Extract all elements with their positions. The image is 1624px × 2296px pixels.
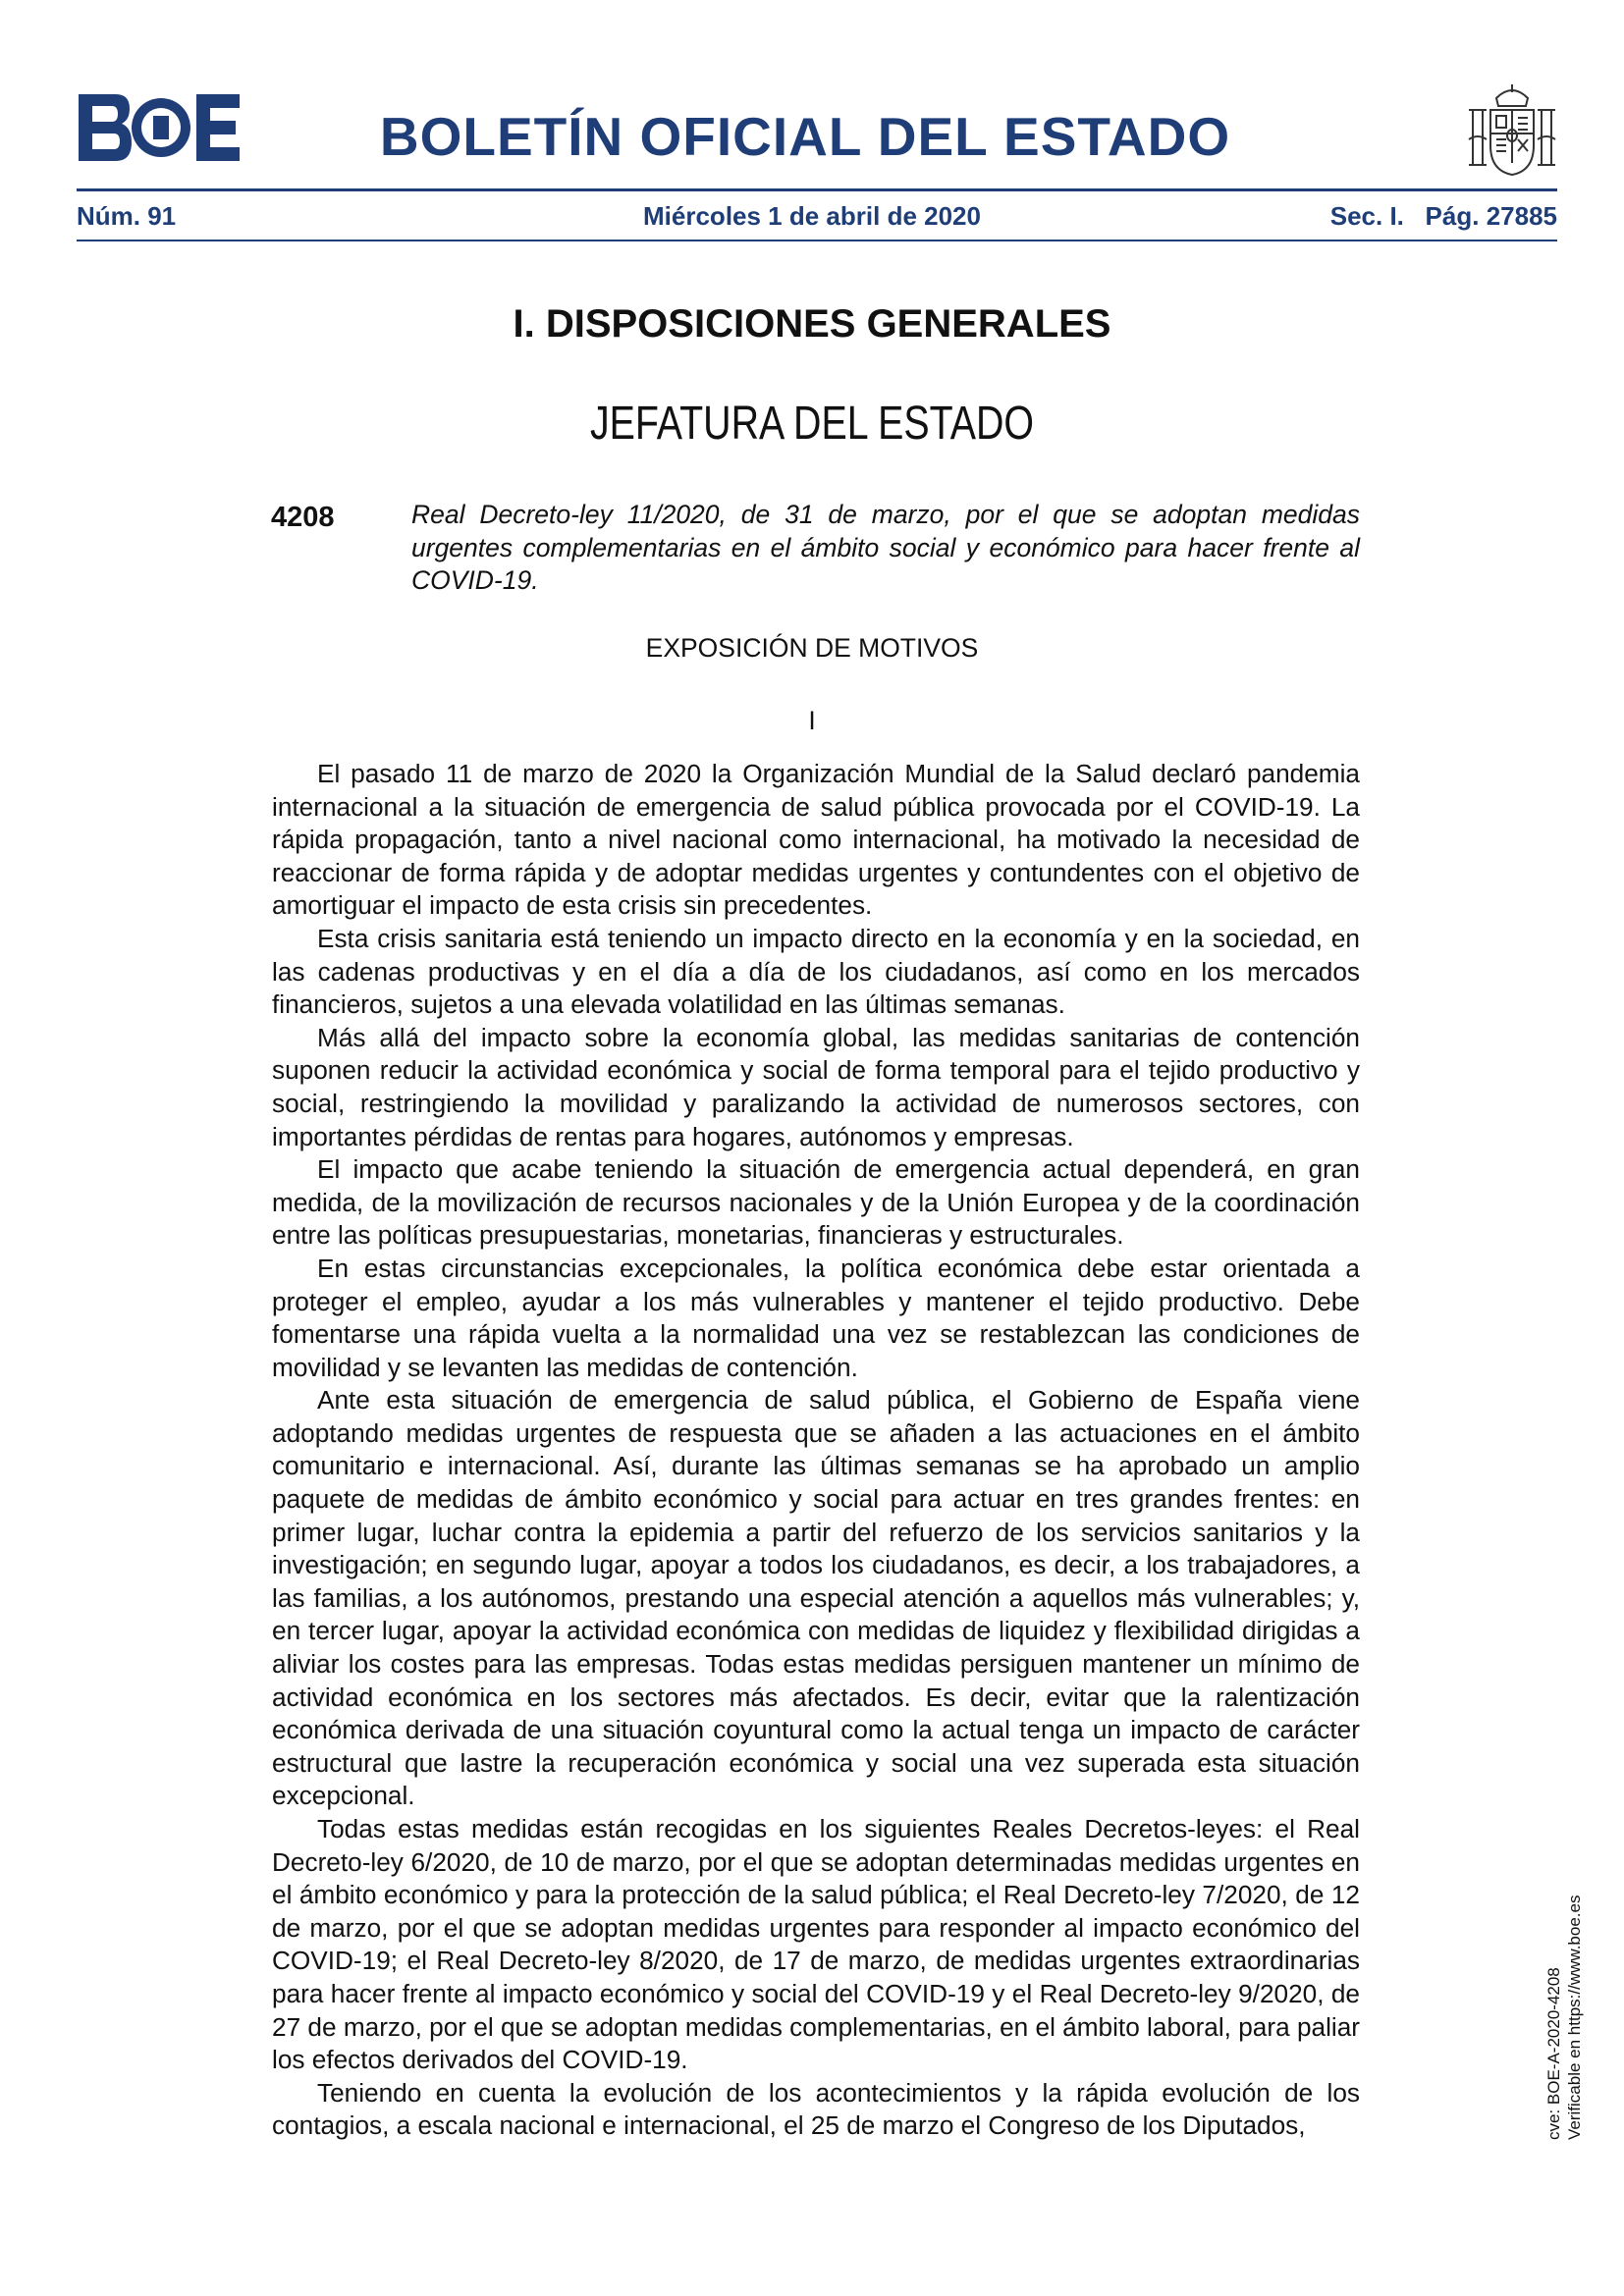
body-text [272, 758, 1360, 2143]
verification-url[interactable]: Verificable en https://www.boe.es [1565, 1895, 1584, 2140]
chapter-numeral: I [808, 706, 816, 735]
issue-number: Núm. 91 [77, 201, 177, 231]
paragraph: Esta crisis sanitaria está teniendo un impacto directo en la economía y en la sociedad, en las cadenas productivas y en el día a día de los ciudadanos, así como en los mercados financieros, sujetos a una elevada volatilidad en las últimas semanas. [272, 923, 1360, 1020]
exposicion-heading: EXPOSICIÓN DE MOTIVOS [645, 633, 979, 663]
paragraph: Ante esta situación de emergencia de salud pública, el Gobierno de España viene adoptando medidas urgentes de respuesta que se añaden a las actuaciones en el ámbito comunitario e internacional. Así, durante las últimas semanas se ha aprobado un amplio paquete de medidas de ámbito económico y social para actuar en tres grandes frentes: en primer lugar, luchar contra la epidemia a partir del refuerzo de los servicios sanitarios y la investigación; en segundo lugar, apoyar a todos los ciudadanos, es decir, a los trabajadores, a las familias, a los autónomos, prestando una especial atención a aquellos más vulnerables; y, en tercer lugar, apoyar la actividad económica con medidas de liquidez y flexibilidad dirigidas a aliviar los costes para las empresas. Todas estas medidas persiguen mantener un mínimo de actividad económica en los sectores más afectados. Es decir, evitar que la ralentización económica derivada de una situación coyuntural como la actual tenga un impacto de carácter estructural que lastre la recuperación económica y social una vez superada esta situación excepcional. [272, 1385, 1360, 1811]
section-heading: I. DISPOSICIONES GENERALES [513, 302, 1111, 346]
gazette-title: BOLETÍN OFICIAL DEL ESTADO [379, 106, 1231, 167]
document-summary: Real Decreto-ley 11/2020, de 31 de marzo, por el que se adoptan medidas urgentes complementarias en el ámbito social y económico para hacer frente al COVID-19. [411, 500, 1360, 595]
document-number: 4208 [271, 502, 335, 533]
header-rule-top [77, 188, 1557, 191]
paragraph: Todas estas medidas están recogidas en los siguientes Reales Decretos-leyes: el Real Decreto-ley 6/2020, de 10 de marzo, por el que se adoptan determinadas medidas urgentes en el ámbito económico y para la protección de la salud pública; el Real Decreto-ley 7/2020, de 12 de marzo, por el que se adoptan medidas urgentes para responder al impacto económico del COVID-19; el Real Decreto-ley 8/2020, de 17 de marzo, de medidas urgentes extraordinarias para hacer frente al impacto económico y social del COVID-19 y el Real Decreto-ley 9/2020, de 27 de marzo, por el que se adoptan medidas complementarias, en el ámbito laboral, para paliar los efectos derivados del COVID-19. [272, 1814, 1360, 2075]
issue-date: Miércoles 1 de abril de 2020 [643, 201, 981, 231]
paragraph: Teniendo en cuenta la evolución de los acontecimientos y la rápida evolución de los contagios, a escala nacional e internacional, el 25 de marzo el Congreso de los Diputados, [272, 2077, 1360, 2141]
paragraph: El impacto que acabe teniendo la situación de emergencia actual dependerá, en gran medida, de la movilización de recursos nacionales y de la Unión Europea y de la coordinación entre las políticas presupuestarias, monetarias, financieras y estructurales. [272, 1154, 1360, 1251]
boe-logo [77, 92, 242, 163]
organism-heading: JEFATURA DEL ESTADO [589, 398, 1034, 450]
section-page: Sec. I. Pág. 27885 [1329, 201, 1557, 231]
paragraph: En estas circunstancias excepcionales, la política económica debe estar orientada a proteger el empleo, ayudar a los más vulnerables y mantener el tejido productivo. Debe fomentarse una rápida vuelta a la normalidad una vez se restablezcan las condiciones de movilidad y se levanten las medidas de contención. [272, 1253, 1360, 1382]
paragraph: Más allá del impacto sobre la economía global, las medidas sanitarias de contención suponen reducir la actividad económica y social de forma temporal para el tejido productivo y social, restringiendo la movilidad y paralizando la actividad de numerosos sectores, con importantes pérdidas de rentas para hogares, autónomos y empresas. [272, 1022, 1360, 1151]
paragraph: El pasado 11 de marzo de 2020 la Organización Mundial de la Salud declaró pandemia internacional a la situación de emergencia de salud pública provocada por el COVID-19. La rápida propagación, tanto a nivel nacional como internacional, ha motivado la necesidad de reaccionar de forma rápida y de adoptar medidas urgentes y contundentes con el objetivo de amortiguar el impacto de esta crisis sin precedentes. [272, 759, 1360, 921]
coat-of-arms-icon [1467, 80, 1557, 179]
verification-note [1543, 1896, 1585, 2140]
boe-logo-icon [77, 92, 242, 163]
cve-code: cve: BOE-A-2020-4208 [1544, 1967, 1563, 2140]
header-rule-bottom [77, 240, 1557, 241]
coat-of-arms [1467, 80, 1557, 179]
